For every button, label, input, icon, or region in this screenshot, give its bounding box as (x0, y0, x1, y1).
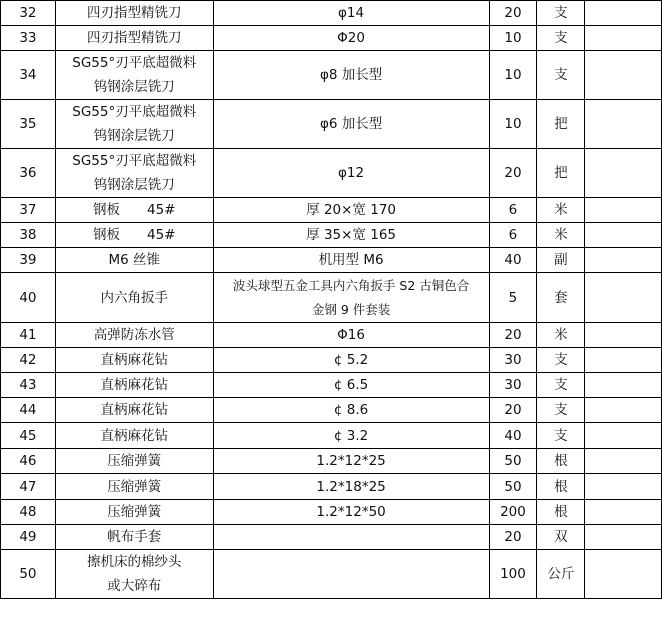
row-number: 38 (19, 227, 37, 243)
quantity-value: 30 (504, 352, 522, 368)
item-spec-cell (213, 223, 489, 248)
quantity-value: 6 (508, 202, 518, 218)
row-number: 40 (19, 289, 37, 306)
item-name-cell (55, 26, 213, 51)
row-number-cell (1, 398, 56, 423)
row-number-cell (1, 198, 56, 223)
item-name-line: 四刃指型精铣刀 (87, 5, 182, 21)
table-row (1, 525, 662, 550)
quantity-cell (489, 51, 537, 100)
remark-cell (585, 423, 662, 449)
item-name-line: 四刃指型精铣刀 (87, 30, 182, 46)
item-spec-line: ¢ 5.2 (333, 352, 369, 368)
quantity-cell (489, 26, 537, 51)
remark-cell (585, 449, 662, 474)
item-name-cell (55, 1, 213, 26)
item-spec-line: φ6 加长型 (319, 116, 383, 132)
remark-cell (585, 26, 662, 51)
item-name-line: 钢板 45# (93, 227, 176, 243)
quantity-value: 100 (500, 566, 526, 582)
unit-value: 支 (554, 67, 568, 83)
item-name-line: SG55°刃平底超微料 (72, 55, 197, 71)
quantity-value: 30 (504, 377, 522, 393)
unit-value: 米 (554, 202, 568, 218)
unit-cell (537, 500, 585, 525)
table-row (1, 248, 662, 273)
row-number: 32 (19, 5, 37, 21)
row-number-cell (1, 449, 56, 474)
quantity-cell (489, 500, 537, 525)
row-number-cell (1, 100, 56, 149)
unit-value: 把 (554, 165, 568, 181)
item-spec-line: ¢ 6.5 (333, 377, 369, 393)
item-name-cell (55, 423, 213, 449)
item-name-line: 压缩弹簧 (107, 504, 162, 520)
unit-cell (537, 398, 585, 423)
item-name-cell (55, 449, 213, 474)
row-number-cell (1, 550, 56, 599)
item-spec-line: ¢ 8.6 (333, 402, 369, 418)
quantity-cell (489, 348, 537, 373)
unit-value: 套 (554, 289, 568, 306)
quantity-cell (489, 398, 537, 423)
table-row (1, 449, 662, 474)
quantity-value: 20 (504, 5, 522, 21)
table-row (1, 198, 662, 223)
unit-value: 支 (554, 427, 568, 444)
unit-value: 米 (554, 227, 568, 243)
item-name-line: M6 丝锥 (108, 252, 161, 268)
row-number: 37 (19, 202, 37, 218)
item-name-cell (55, 273, 213, 323)
unit-cell (537, 248, 585, 273)
unit-value: 支 (554, 402, 568, 418)
unit-value: 根 (554, 453, 568, 469)
item-name-cell (55, 373, 213, 398)
table-row (1, 373, 662, 398)
item-spec-line: 厚 20×宽 170 (306, 202, 396, 218)
quantity-value: 20 (504, 327, 522, 343)
unit-value: 公斤 (547, 566, 575, 582)
quantity-value: 20 (504, 529, 522, 545)
remark-cell (585, 51, 662, 100)
unit-cell (537, 550, 585, 599)
quantity-value: 10 (504, 116, 522, 132)
item-spec-line: φ8 加长型 (319, 67, 383, 83)
remark-cell (585, 373, 662, 398)
quantity-value: 50 (504, 478, 522, 495)
item-name-cell (55, 149, 213, 198)
remark-cell (585, 223, 662, 248)
unit-value: 双 (554, 529, 568, 545)
quantity-cell (489, 373, 537, 398)
unit-cell (537, 273, 585, 323)
row-number: 34 (19, 67, 37, 83)
quantity-cell (489, 273, 537, 323)
row-number: 50 (19, 566, 37, 582)
item-name-line: SG55°刃平底超微料 (72, 104, 197, 120)
item-spec-cell (213, 1, 489, 26)
row-number-cell (1, 149, 56, 198)
item-spec-line: 金钢 9 件套装 (311, 301, 391, 317)
quantity-value: 200 (500, 504, 526, 520)
quantity-cell (489, 550, 537, 599)
table-row (1, 223, 662, 248)
row-number: 47 (19, 478, 37, 495)
quantity-value: 50 (504, 453, 522, 469)
row-number-cell (1, 26, 56, 51)
remark-cell (585, 474, 662, 500)
item-spec-cell (213, 525, 489, 550)
table-row (1, 423, 662, 449)
item-spec-cell (213, 149, 489, 198)
row-number-cell (1, 323, 56, 348)
item-name-line: 钢板 45# (93, 202, 176, 218)
quantity-value: 5 (508, 289, 518, 306)
item-spec-cell (213, 550, 489, 599)
table-row (1, 51, 662, 100)
item-name-cell (55, 550, 213, 599)
row-number-cell (1, 273, 56, 323)
item-spec-cell (213, 373, 489, 398)
row-number: 44 (19, 402, 37, 418)
row-number-cell (1, 348, 56, 373)
item-name-line: 钨钢涂层铣刀 (93, 79, 175, 95)
item-spec-cell (213, 198, 489, 223)
row-number: 46 (19, 453, 37, 469)
quantity-value: 10 (504, 30, 522, 46)
remark-cell (585, 323, 662, 348)
item-name-line: 直柄麻花钻 (100, 352, 168, 368)
item-name-line: 压缩弹簧 (107, 478, 162, 495)
row-number-cell (1, 525, 56, 550)
row-number: 35 (19, 116, 37, 132)
item-name-cell (55, 500, 213, 525)
item-spec-line: Φ20 (337, 30, 365, 46)
item-name-line: 帆布手套 (107, 529, 162, 545)
row-number: 49 (19, 529, 37, 545)
row-number-cell (1, 474, 56, 500)
unit-cell (537, 348, 585, 373)
item-name-cell (55, 348, 213, 373)
row-number-cell (1, 423, 56, 449)
item-spec-cell (213, 348, 489, 373)
row-number: 42 (19, 352, 37, 368)
unit-cell (537, 474, 585, 500)
item-name-line: 内六角扳手 (100, 289, 168, 306)
quantity-cell (489, 525, 537, 550)
item-name-line: 或大碎布 (107, 578, 162, 594)
quantity-cell (489, 474, 537, 500)
unit-value: 支 (554, 377, 568, 393)
remark-cell (585, 500, 662, 525)
item-spec-line: 1.2*12*50 (316, 504, 386, 520)
unit-value: 米 (554, 327, 568, 343)
item-name-cell (55, 100, 213, 149)
item-spec-cell (213, 423, 489, 449)
table-row (1, 273, 662, 323)
unit-cell (537, 100, 585, 149)
table-row (1, 26, 662, 51)
unit-cell (537, 525, 585, 550)
table-row (1, 149, 662, 198)
item-spec-line: 1.2*18*25 (316, 478, 386, 495)
remark-cell (585, 248, 662, 273)
item-name-line: 钨钢涂层铣刀 (93, 128, 175, 144)
item-spec-cell (213, 51, 489, 100)
remark-cell (585, 348, 662, 373)
quantity-cell (489, 100, 537, 149)
row-number: 48 (19, 504, 37, 520)
item-name-cell (55, 398, 213, 423)
row-number: 39 (19, 252, 37, 268)
item-name-cell (55, 51, 213, 100)
row-number: 36 (19, 165, 37, 181)
table-row (1, 100, 662, 149)
item-spec-line: 厚 35×宽 165 (306, 227, 396, 243)
quantity-cell (489, 423, 537, 449)
unit-cell (537, 449, 585, 474)
unit-cell (537, 51, 585, 100)
remark-cell (585, 398, 662, 423)
item-name-line: 直柄麻花钻 (100, 377, 168, 393)
item-spec-line: 机用型 M6 (318, 252, 384, 268)
item-name-line: 高弹防冻水管 (93, 327, 175, 343)
unit-cell (537, 323, 585, 348)
unit-value: 根 (554, 478, 568, 495)
row-number: 41 (19, 327, 37, 343)
item-spec-line: φ14 (338, 5, 365, 21)
item-name-cell (55, 198, 213, 223)
table-body (1, 1, 662, 599)
table-row (1, 348, 662, 373)
row-number-cell (1, 373, 56, 398)
remark-cell (585, 198, 662, 223)
remark-cell (585, 1, 662, 26)
unit-value: 根 (554, 504, 568, 520)
item-spec-line: ¢ 3.2 (333, 427, 369, 444)
quantity-value: 10 (504, 67, 522, 83)
item-spec-line: 1.2*12*25 (316, 453, 386, 469)
row-number-cell (1, 223, 56, 248)
row-number-cell (1, 51, 56, 100)
row-number-cell (1, 1, 56, 26)
row-number: 43 (19, 377, 37, 393)
item-name-line: 钨钢涂层铣刀 (93, 177, 175, 193)
quantity-value: 40 (504, 427, 522, 444)
item-spec-cell (213, 100, 489, 149)
quantity-cell (489, 1, 537, 26)
remark-cell (585, 550, 662, 599)
item-name-line: 直柄麻花钻 (100, 427, 168, 444)
unit-cell (537, 423, 585, 449)
item-spec-cell (213, 323, 489, 348)
item-name-line: 直柄麻花钻 (100, 402, 168, 418)
item-name-cell (55, 525, 213, 550)
quantity-value: 40 (504, 252, 522, 268)
quantity-cell (489, 323, 537, 348)
unit-value: 把 (554, 116, 568, 132)
item-spec-cell (213, 26, 489, 51)
item-name-cell (55, 223, 213, 248)
remark-cell (585, 273, 662, 323)
quantity-cell (489, 198, 537, 223)
item-name-cell (55, 323, 213, 348)
unit-cell (537, 26, 585, 51)
table-row (1, 500, 662, 525)
unit-cell (537, 373, 585, 398)
table-row (1, 550, 662, 599)
row-number: 45 (19, 427, 37, 444)
item-spec-cell (213, 398, 489, 423)
table-row (1, 323, 662, 348)
quantity-cell (489, 223, 537, 248)
row-number: 33 (19, 30, 37, 46)
quantity-cell (489, 149, 537, 198)
quantity-cell (489, 248, 537, 273)
item-spec-line: φ12 (338, 165, 365, 181)
item-name-line: SG55°刃平底超微料 (72, 153, 197, 169)
item-name-line: 压缩弹簧 (107, 453, 162, 469)
item-spec-cell (213, 248, 489, 273)
unit-cell (537, 1, 585, 26)
row-number-cell (1, 248, 56, 273)
table-row (1, 1, 662, 26)
table-row (1, 474, 662, 500)
item-name-cell (55, 474, 213, 500)
item-spec-cell (213, 474, 489, 500)
table-row (1, 398, 662, 423)
item-name-line: 擦机床的棉纱头 (87, 554, 182, 570)
quantity-value: 20 (504, 402, 522, 418)
quantity-cell (489, 449, 537, 474)
item-spec-line: 波头球型五金工具内六角扳手 S2 古铜色合 (232, 277, 470, 293)
row-number-cell (1, 500, 56, 525)
unit-value: 副 (554, 252, 568, 268)
item-spec-line: Φ16 (337, 327, 365, 343)
item-spec-cell (213, 500, 489, 525)
item-spec-cell (213, 273, 489, 323)
unit-cell (537, 149, 585, 198)
remark-cell (585, 525, 662, 550)
remark-cell (585, 149, 662, 198)
unit-value: 支 (554, 5, 568, 21)
unit-value: 支 (554, 352, 568, 368)
unit-cell (537, 198, 585, 223)
unit-cell (537, 223, 585, 248)
item-spec-cell (213, 449, 489, 474)
quantity-value: 20 (504, 165, 522, 181)
remark-cell (585, 100, 662, 149)
unit-value: 支 (554, 30, 568, 46)
quantity-value: 6 (508, 227, 518, 243)
item-name-cell (55, 248, 213, 273)
